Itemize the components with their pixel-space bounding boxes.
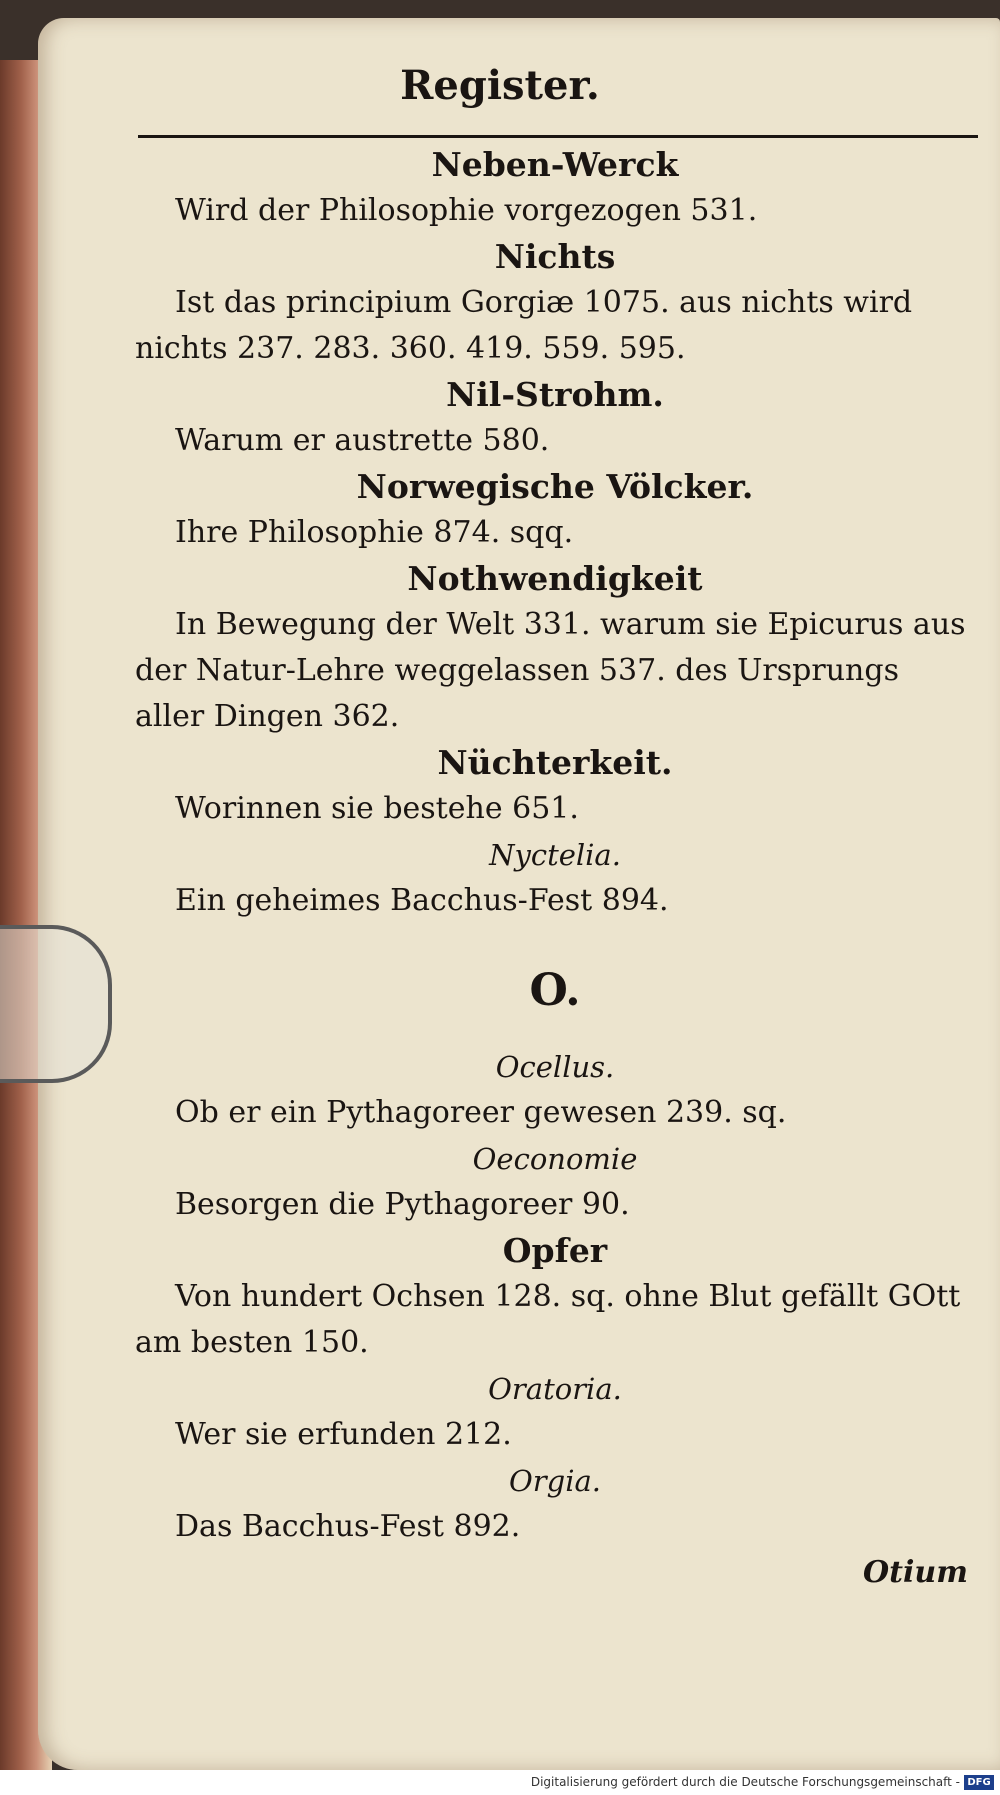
register-entry bbox=[135, 1136, 975, 1228]
page-clip bbox=[0, 925, 112, 1083]
register-entry bbox=[135, 740, 975, 832]
entry-heading: Nyctelia. bbox=[489, 838, 621, 872]
entry-text: Warum er austrette 580. bbox=[175, 423, 550, 458]
footer-credit: Digitalisierung gefördert durch die Deutsche Forschungsgemeinschaft - bbox=[530, 1775, 960, 1789]
entry-heading: Norwegische Völcker. bbox=[356, 467, 754, 506]
entry-heading: Nüchterkeit. bbox=[437, 743, 673, 782]
register-entry bbox=[135, 372, 975, 464]
entry-heading: Opfer bbox=[502, 1231, 608, 1270]
entry-text: Ist das principium Gorgiæ 1075. aus nichts wird nichts 237. 283. 360. 419. 559. 595. bbox=[135, 285, 913, 366]
entry-heading: Ocellus. bbox=[495, 1050, 615, 1084]
entry-text: Wer sie erfunden 212. bbox=[175, 1417, 512, 1452]
entry-text: Besorgen die Pythagoreer 90. bbox=[175, 1187, 630, 1222]
entry-heading: Nothwendigkeit bbox=[407, 559, 703, 598]
entry-text: Das Bacchus-Fest 892. bbox=[175, 1509, 521, 1544]
footer-bar bbox=[0, 1770, 1000, 1795]
entry-text: In Bewegung der Welt 331. warum sie Epicurus aus der Natur-Lehre weggelassen 537. des Ursprungs aller Dingen 362. bbox=[135, 607, 966, 734]
page-header: Register. bbox=[400, 62, 600, 109]
section-letter: O. bbox=[529, 965, 581, 1016]
register-entry bbox=[135, 234, 975, 372]
register-entry bbox=[135, 464, 975, 556]
entry-heading: Orgia. bbox=[509, 1464, 601, 1498]
entry-text: Ihre Philosophie 874. sqq. bbox=[175, 515, 574, 550]
catchword: Otium bbox=[863, 1555, 968, 1590]
entry-heading: Nichts bbox=[494, 237, 616, 276]
register-entry bbox=[135, 1366, 975, 1458]
register-entry bbox=[135, 556, 975, 740]
entry-text: Ob er ein Pythagoreer gewesen 239. sq. bbox=[175, 1095, 787, 1130]
header-rule bbox=[138, 135, 978, 138]
entry-heading: Oeconomie bbox=[472, 1142, 638, 1176]
entry-text: Wird der Philosophie vorgezogen 531. bbox=[175, 193, 758, 228]
entry-text: Worinnen sie bestehe 651. bbox=[175, 791, 579, 826]
register-entry bbox=[135, 1044, 975, 1136]
register-entry bbox=[135, 1228, 975, 1366]
entry-heading: Oratoria. bbox=[488, 1372, 622, 1406]
dfg-logo: DFG bbox=[964, 1775, 994, 1790]
register-entry bbox=[135, 1458, 975, 1550]
entry-text: Von hundert Ochsen 128. sq. ohne Blut gefällt GOtt am besten 150. bbox=[135, 1279, 961, 1360]
register-entry bbox=[135, 832, 975, 924]
entry-heading: Neben-Werck bbox=[431, 145, 679, 184]
register-entry bbox=[135, 142, 975, 234]
entry-text: Ein geheimes Bacchus-Fest 894. bbox=[175, 883, 669, 918]
entry-heading: Nil-Strohm. bbox=[446, 375, 664, 414]
register-content bbox=[135, 142, 975, 1550]
